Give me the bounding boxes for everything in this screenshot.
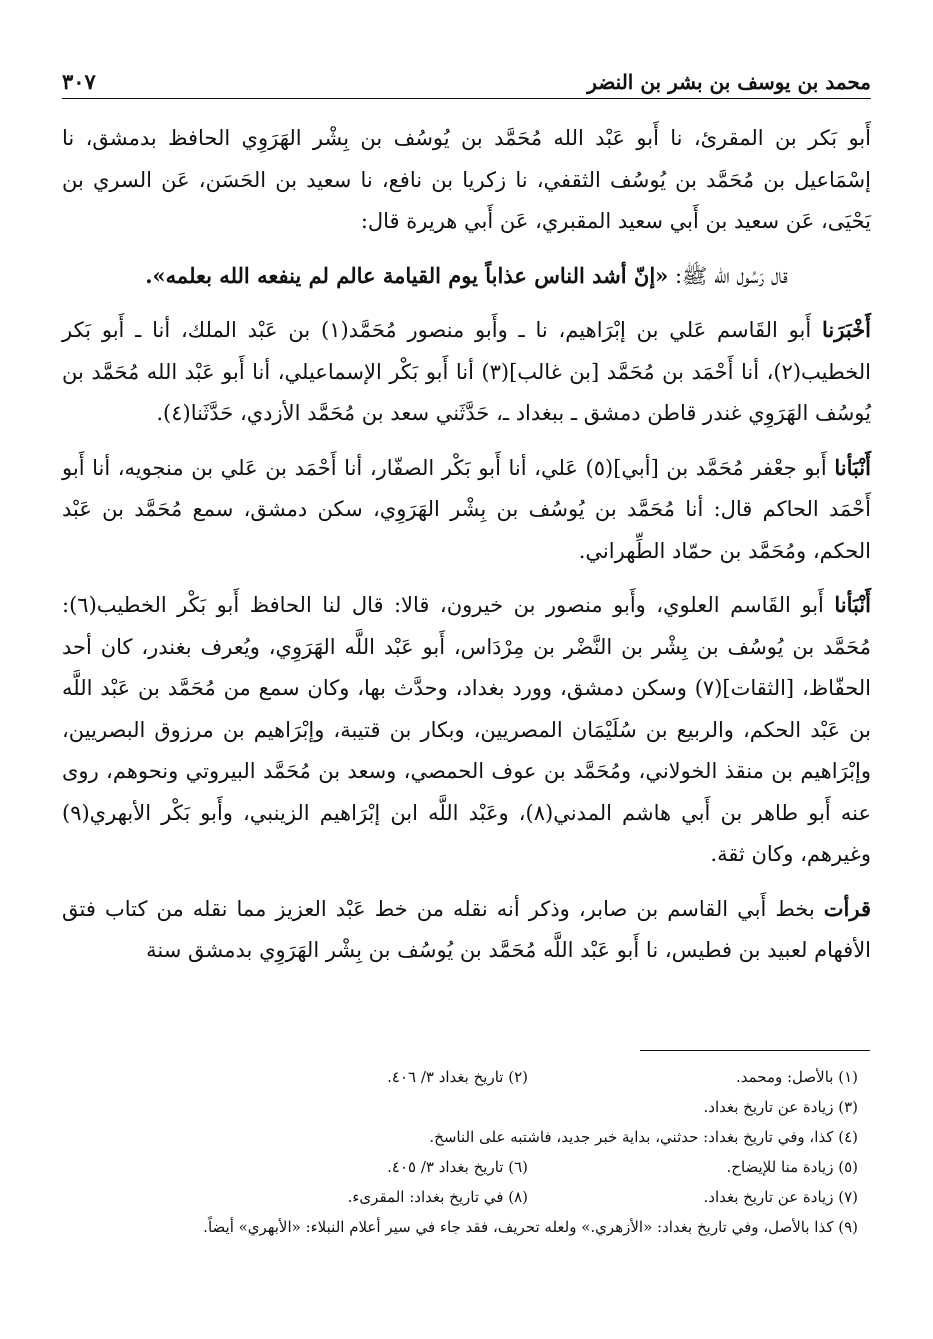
paragraph-akhbarana bbox=[62, 309, 871, 435]
paragraph-text: بخط أَبي القاسم بن صابر، وذكر أنه نقله من خط عَبْد العزيز مما نقله من كتاب فتق الأفهام لعبيد بن فطيس، نا أَبو عَبْد اللَّه مُحَمَّد بن يُوسُف بن بِشْر الهَرَوِي بدمشق سنة bbox=[62, 896, 871, 962]
page-number: ٣٠٧ bbox=[62, 69, 96, 94]
main-text bbox=[62, 118, 871, 984]
footnote-divider bbox=[640, 1050, 870, 1051]
transmission-term: أَنْبَأنا bbox=[834, 454, 871, 480]
footnote-4: (٤) كذا، وفي تاريخ بغداد: حدثني، بداية خبر جديد، فاشتبه على الناسخ. bbox=[429, 1128, 858, 1146]
paragraph-text: أَبو جعْفر مُحَمَّد بن [أبي](٥) عَلي، أنا أَبو بَكْر الصفّار، أنا أَحْمَد بن عَلي بن منجويه، أنا أَبو أَحْمَد الحاكم قال: أنا مُحَمَّد بن يُوسُف بن بِشْر الهَرَوِي، سكن دمشق، سمع مُحَمَّد بن عَبْد الحكم، ومُحَمَّد بن حمّاد الطِّهراني. bbox=[62, 455, 871, 563]
footnote-row bbox=[62, 1122, 858, 1152]
footnote-7: (٧) زيادة عن تاريخ بغداد. bbox=[703, 1188, 858, 1206]
footnote-row bbox=[62, 1092, 858, 1122]
footnote-3: (٣) زيادة عن تاريخ بغداد. bbox=[703, 1098, 858, 1116]
footnote-6: (٦) تاريخ بغداد ٣/ ٤٠٥. bbox=[387, 1158, 528, 1176]
paragraph-text: أَبو القَاسم العلوي، وأَبو منصور بن خيرون، قالا: قال لنا الحافظ أَبو بَكْر الخطيب(٦): مُحَمَّد بن يُوسُف بن بِشْر بن النَّضْر بن مِرْدَاس، أَبو عَبْد اللَّه الهَرَوِي، ويُعرف بغندر، كان أحد الحفّاظ، [الثقات](٧) وسكن دمشق، وورد بغداد، وحدَّث بها، وكان سمع من مُحَمَّد بن عَبْد اللَّه بن عَبْد الحكم، والربيع بن سُلَيْمَان المصريين، وبكار بن قتيبة، وإبْرَاهيم بن مرزوق البصريين، وإبْرَاهيم بن منقذ الخولاني، ومُحَمَّد بن عوف الحمصي، وسعد بن مُحَمَّد البيروتي ونحوهم، روى عنه أَبو طاهر بن أَبي هاشم المدني(٨)، وعَبْد اللَّه ابن إبْرَاهيم الزينبي، وأَبو بَكْر الأبهري(٩) وغيرهم، وكان ثقة. bbox=[62, 593, 871, 866]
page-header bbox=[62, 48, 871, 99]
footnote-row bbox=[62, 1062, 858, 1092]
transmission-term: أَخْبَرَنا bbox=[822, 317, 872, 342]
paragraph-text: أَبو القَاسم عَلي بن إبْرَاهيم، نا ـ وأَبو منصور مُحَمَّد(١) بن عَبْد الملك، أنا ـ أَبو بَكر الخطيب(٢)، أنا أَحْمَد بن مُحَمَّد [بن غالب](٣) أنا أَبو بَكْر الإسماعيلي، أنا أَبو عَبْد الله مُحَمَّد بن يُوسُف الهَرَوِي غندر قاطن دمشق ـ ببغداد ـ، حَدَّثَني سعد بن مُحَمَّد الأزدي، حَدَّثَنا(٤). bbox=[62, 318, 871, 425]
footnote-2: (٢) تاريخ بغداد ٣/ ٤٠٦. bbox=[387, 1068, 528, 1086]
transmission-term: أَنْبَأنا bbox=[834, 592, 871, 617]
paragraph-anbaana-2 bbox=[62, 584, 871, 876]
footnote-row bbox=[62, 1212, 858, 1242]
hadith-intro: قال رَسُول الله ﷺ: bbox=[668, 263, 788, 288]
footnote-8: (٨) في تاريخ بغداد: المقرىء. bbox=[347, 1188, 528, 1206]
transmission-term: قرأت bbox=[823, 895, 871, 921]
paragraph-anbaana-1 bbox=[62, 447, 871, 573]
running-title: محمد بن يوسف بن بشر بن النضر bbox=[587, 70, 871, 94]
footnote-1: (١) بالأصل: ومحمد. bbox=[735, 1068, 858, 1086]
footnotes bbox=[62, 1062, 858, 1242]
paragraph-isnad: أَبو بَكر بن المقرئ، نا أَبو عَبْد الله مُحَمَّد بن يُوسُف بن بِشْر الهَرَوِي الحافظ بدمشق، نا إسْمَاعيل بن مُحَمَّد بن يُوسُف الثقفي، نا زكريا بن نافع، نا سعيد بن الحَسَن، عَن السري بن يَحْيَى، عَن سعيد بن أَبي سعيد المقبري، عَن أَبي هريرة قال: bbox=[62, 126, 871, 233]
hadith-text: «إنّ أشد الناس عذاباً يوم القيامة عالم لم ينفعه الله بعلمه». bbox=[145, 262, 669, 288]
footnote-row bbox=[62, 1152, 858, 1182]
footnote-9: (٩) كذا بالأصل، وفي تاريخ بغداد: «الأزهري.» ولعله تحريف، فقد جاء في سير أعلام النبلاء: «الأبهري» أيضاً. bbox=[203, 1218, 858, 1236]
paragraph-qaratu bbox=[62, 888, 871, 972]
footnote-5: (٥) زيادة منا للإيضاح. bbox=[726, 1158, 858, 1176]
footnote-row bbox=[62, 1182, 858, 1212]
paragraph-hadith bbox=[62, 255, 871, 298]
